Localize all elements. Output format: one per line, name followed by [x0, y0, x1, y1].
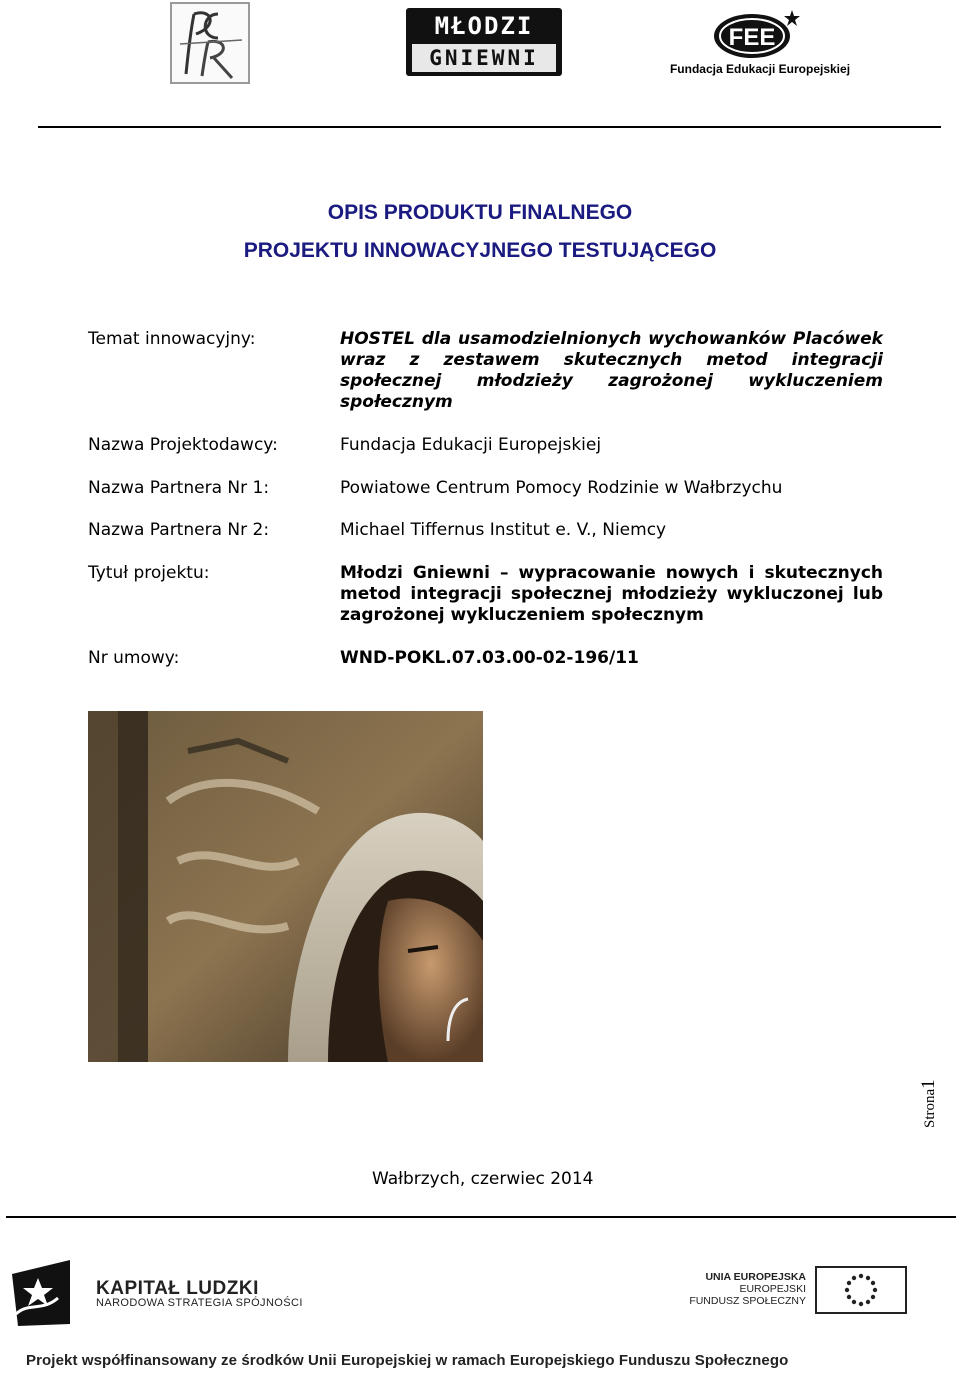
- cofinancing-note: Projekt współfinansowany ze środków Unii Europejskiej w ramach Europejskiego Funduszu Społecznego: [26, 1352, 789, 1369]
- footer-divider: [6, 1216, 956, 1218]
- mg-logo-line1: MŁODZI: [412, 12, 556, 40]
- document-title-line2: PROJEKTU INNOWACYJNEGO TESTUJĄCEGO: [243, 239, 717, 262]
- pcpr-monogram-icon: [172, 4, 248, 82]
- partner2-label: Nazwa Partnera Nr 2:: [88, 520, 270, 540]
- page-marker: [918, 1068, 942, 1128]
- eu-flag: [815, 1266, 907, 1314]
- fee-logo: [712, 6, 802, 60]
- document-title-line1: OPIS PRODUKTU FINALNEGO: [327, 201, 633, 224]
- page-word: Strona: [922, 1088, 938, 1128]
- mlodzi-gniewni-logo: [406, 8, 562, 76]
- tytul-label: Tytuł projektu:: [88, 563, 210, 583]
- fee-emblem-icon: [712, 6, 802, 60]
- projektodawca-value: Fundacja Edukacji Europejskiej: [340, 435, 602, 455]
- temat-value: HOSTEL dla usamodzielnionych wychowanków Placówek wraz z zestawem skutecznych metod integracji społecznej młodzieży zagrożonej wykluczeniem społecznym: [340, 329, 883, 412]
- fee-logo-text: FEE: [728, 24, 776, 51]
- fee-caption: Fundacja Edukacji Europejskiej: [669, 62, 851, 76]
- eu-line1: UNIA EUROPEJSKA: [705, 1271, 806, 1283]
- eu-line2: EUROPEJSKI: [739, 1283, 806, 1295]
- cover-photo: [88, 711, 483, 1062]
- mg-logo-line2: GNIEWNI: [412, 44, 556, 72]
- eu-fund-text: [676, 1271, 806, 1307]
- partner1-value: Powiatowe Centrum Pomocy Rodzinie w Wałbrzychu: [340, 478, 783, 498]
- partner2-value: Michael Tiffernus Institut e. V., Niemcy: [340, 520, 667, 540]
- place-date: Wałbrzych, czerwiec 2014: [372, 1169, 594, 1189]
- umowa-value: WND-POKL.07.03.00-02-196/11: [340, 648, 639, 668]
- eu-stars-icon: [817, 1268, 905, 1312]
- hooded-youth-graffiti-image: [88, 711, 483, 1062]
- projektodawca-label: Nazwa Projektodawcy:: [88, 435, 278, 455]
- kapital-ludzki-emblem-icon: [8, 1254, 74, 1326]
- page-number: 1: [918, 1079, 939, 1089]
- tytul-value: Młodzi Gniewni – wypracowanie nowych i skutecznych metod integracji społecznej młodzieży wykluczonej lub zagrożonej wykluczeniem społecznym: [340, 563, 883, 625]
- kapital-ludzki-subtitle: NARODOWA STRATEGIA SPÓJNOŚCI: [96, 1297, 303, 1309]
- eu-line3: FUNDUSZ SPOŁECZNY: [689, 1295, 806, 1307]
- temat-label: Temat innowacyjny:: [88, 329, 256, 349]
- kapital-ludzki-logo: [8, 1254, 74, 1326]
- partner1-label: Nazwa Partnera Nr 1:: [88, 478, 270, 498]
- header-divider: [38, 126, 941, 128]
- umowa-label: Nr umowy:: [88, 648, 180, 668]
- pcpr-logo: [170, 2, 250, 84]
- kapital-ludzki-title: KAPITAŁ LUDZKI: [96, 1278, 259, 1299]
